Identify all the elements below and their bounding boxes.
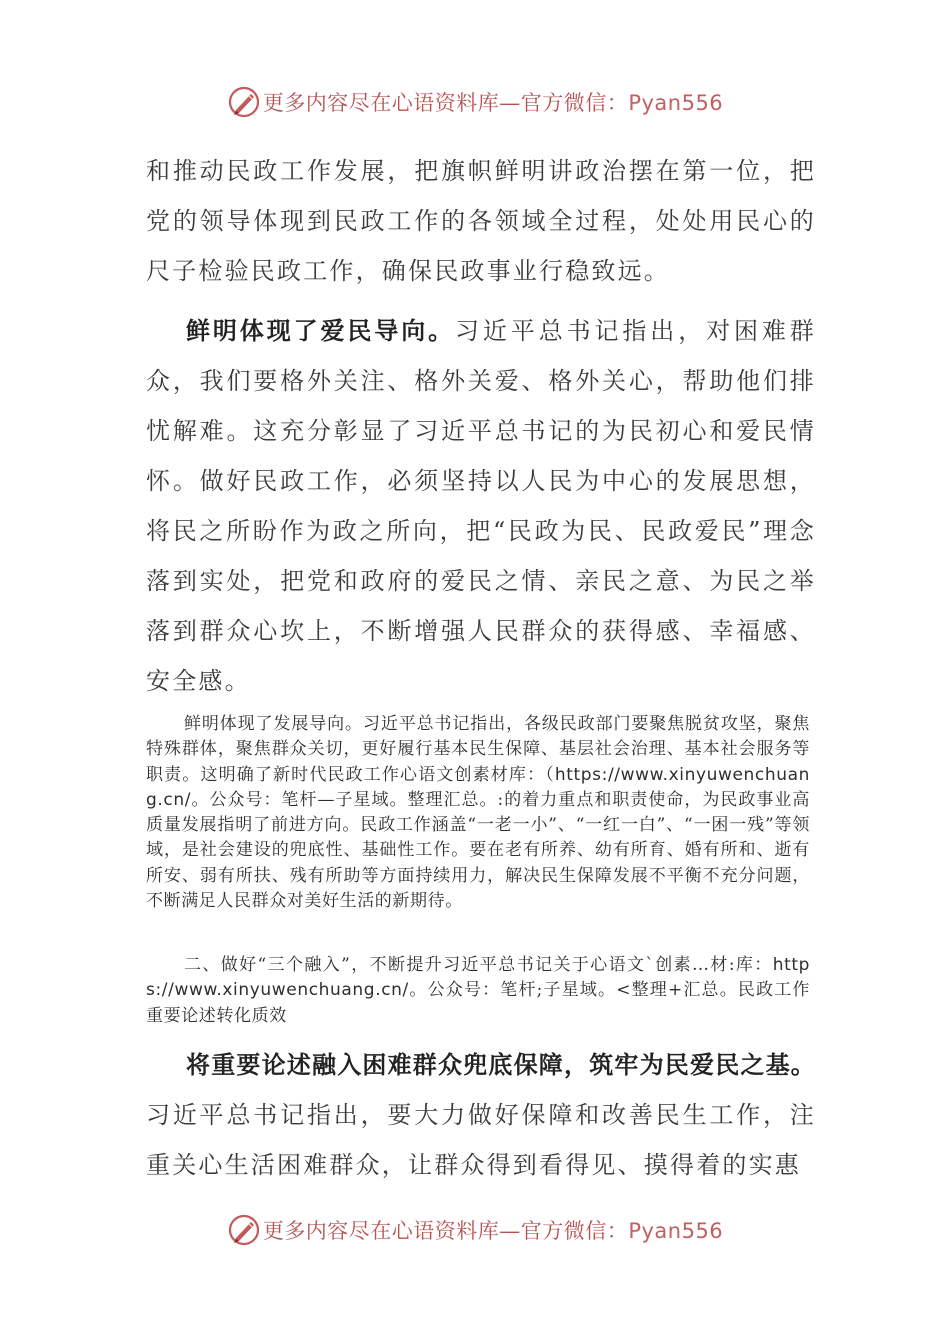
footer-banner bbox=[0, 1210, 950, 1250]
paragraph-2-body: 习近平总书记指出，对困难群众，我们要格外关注、格外关爱、格外关心，帮助他们排忧解难。这充分彰显了习近平总书记的为民初心和爱民情怀。做好民政工作，必须坚持以人民为中心的发展思想，将民之所盼作为政之所向，把“民政为民、民政爱民”理念落到实处，把党和政府的爱民之情、亲民之意、为民之举落到群众心坎上，不断增强人民群众的获得感、幸福感、安全感。 bbox=[146, 317, 816, 695]
paragraph-4-url: https://www.xinyuwenchuang.cn/ bbox=[146, 955, 810, 1001]
header-banner-text: 更多内容尽在心语资料库—官方微信：Pyan556 bbox=[262, 91, 724, 115]
paragraph-1: 和推动民政工作发展，把旗帜鲜明讲政治摆在第一位，把党的领导体现到民政工作的各领域全过程，处处用民心的尺子检验民政工作，确保民政事业行稳致远。 bbox=[146, 157, 816, 285]
paragraph-5-body: 习近平总书记指出，要大力做好保障和改善民生工作，注重关心生活困难群众，让群众得到看得见、摸得着的实惠 bbox=[146, 1101, 816, 1179]
paragraph-2-lead: 鲜明体现了爱民导向。 bbox=[186, 316, 455, 345]
paragraph-3 bbox=[146, 712, 810, 914]
paragraph-5-lead: 将重要论述融入困难群众兜底保障，筑牢为民爱民之基。 bbox=[186, 1050, 816, 1079]
header-banner bbox=[0, 82, 950, 122]
pen-logo-icon bbox=[227, 85, 261, 119]
paragraph-4-text-b: 。公众号：笔杆;子星域。<整理+汇总。民政工作重要论述转化质效 bbox=[146, 980, 810, 1026]
header-wechat-id: Pyan556 bbox=[628, 91, 724, 115]
paragraph-3-text-a: 鲜明体现了发展导向。习近平总书记指出，各级民政部门要聚焦脱贫攻坚，聚焦特殊群体，聚焦群众关切，更好履行基本民生保障、基层社会治理、基本社会服务等职责。这明确了新时代民政工作心语文创素材库：（ bbox=[146, 714, 810, 785]
pen-logo-icon bbox=[227, 1213, 261, 1247]
footer-banner-text: 更多内容尽在心语资料库—官方微信：Pyan556 bbox=[262, 1219, 724, 1243]
paragraph-3-text-b: 。公众号：笔杆—子星域。整理汇总。:的着力重点和职责使命，为民政事业高质量发展指明了前进方向。民政工作涵盖“一老一小”、“一红一白”、“一困一残”等领域，是社会建设的兜底性、基础性工作。要在老有所养、幼有所育、婚有所和、逝有所安、弱有所扶、残有所助等方面持续用力，解决民生保障发展不平衡不充分问题，不断满足人民群众对美好生活的新期待。 bbox=[146, 789, 810, 912]
paragraph-2 bbox=[146, 306, 816, 706]
paragraph-5 bbox=[146, 1040, 816, 1190]
footer-wechat-id: Pyan556 bbox=[628, 1219, 724, 1243]
paragraph-4 bbox=[146, 953, 810, 1029]
paragraph-4-text-a: 二、做好“三个融入”，不断提升习近平总书记关于心语文`创素…材:库： bbox=[184, 955, 773, 975]
paragraph-3-url: https://www.xinyuwenchuang.cn/ bbox=[146, 764, 810, 810]
